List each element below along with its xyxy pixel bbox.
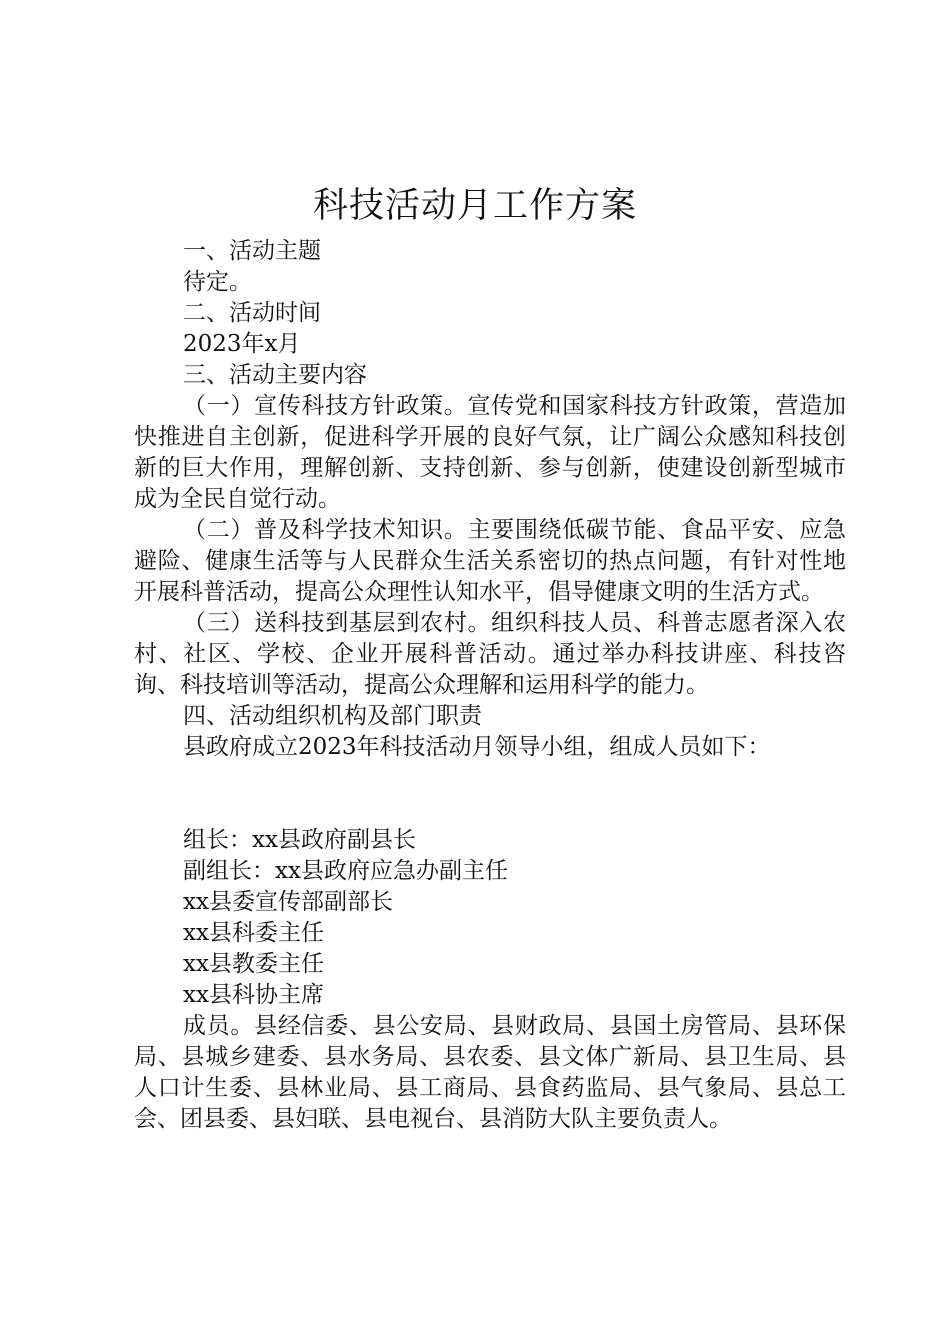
section-heading-organization: 四、活动组织机构及部门职责 <box>183 703 482 729</box>
member-line: 组长：xx县政府副县长 <box>183 827 416 853</box>
paragraph: 待定。 <box>183 269 252 295</box>
section-heading-content: 三、活动主要内容 <box>183 362 367 388</box>
member-line: 副组长：xx县政府应急办副主任 <box>183 858 508 884</box>
member-line: xx县科委主任 <box>183 920 324 946</box>
paragraph: 2023年x月 <box>183 331 301 357</box>
document-body <box>134 236 846 1135</box>
section-heading-theme: 一、活动主题 <box>183 238 321 264</box>
paragraph: （二）普及科学技术知识。主要围绕低碳节能、食品平安、应急避险、健康生活等与人民群众生活关系密切的热点问题，有针对性地开展科普活动，提高公众理性认知水平，倡导健康文明的生活方式。 <box>134 517 846 605</box>
paragraph: 成员。县经信委、县公安局、县财政局、县国土房管局、县环保局、县城乡建委、县水务局、县农委、县文体广新局、县卫生局、县人口计生委、县林业局、县工商局、县食药监局、县气象局、县总工会、团县委、县妇联、县电视台、县消防大队主要负责人。 <box>134 1013 846 1132</box>
member-line: xx县委宣传部副部长 <box>183 889 393 915</box>
blank-spacer <box>134 763 846 825</box>
paragraph: （一）宣传科技方针政策。宣传党和国家科技方针政策，营造加快推进自主创新，促进科学开展的良好气氛，让广阔公众感知科技创新的巨大作用，理解创新、支持创新、参与创新，使建设创新型城市成为全民自觉行动。 <box>134 393 846 512</box>
paragraph: 县政府成立2023年科技活动月领导小组，组成人员如下： <box>183 734 771 760</box>
member-line: xx县科协主席 <box>183 982 324 1008</box>
section-heading-time: 二、活动时间 <box>183 300 321 326</box>
paragraph: （三）送科技到基层到农村。组织科技人员、科普志愿者深入农村、社区、学校、企业开展科普活动。通过举办科技讲座、科技咨询、科技培训等活动，提高公众理解和运用科学的能力。 <box>134 610 846 698</box>
document-title: 科技活动月工作方案 <box>312 186 637 226</box>
member-line: xx县教委主任 <box>183 951 324 977</box>
